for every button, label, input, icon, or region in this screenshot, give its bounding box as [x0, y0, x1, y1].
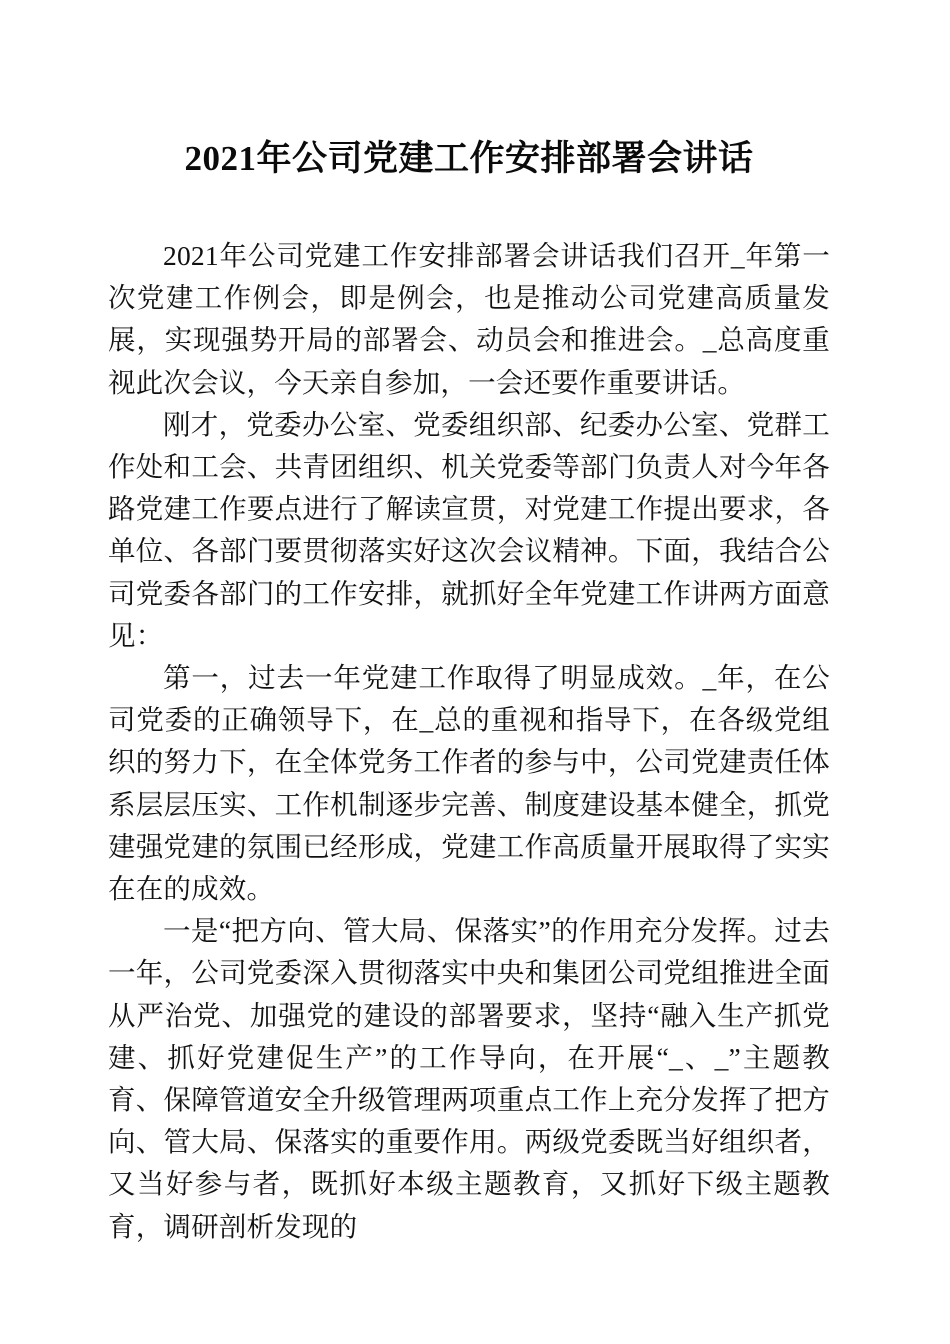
paragraph-4: 一是“把方向、管大局、保落实”的作用充分发挥。过去一年，公司党委深入贯彻落实中央和集团公司党组推进全面从严治党、加强党的建设的部署要求，坚持“融入生产抓党建、抓好党建促生产”的工作导向，在开展“_、_”主题教育、保障管道安全升级管理两项重点工作上充分发挥了把方向、管大局、保落实的重要作用。两级党委既当好组织者，又当好参与者，既抓好本级主题教育，又抓好下级主题教育，调研剖析发现的	[108, 915, 830, 1242]
paragraph-3: 第一，过去一年党建工作取得了明显成效。_年，在公司党委的正确领导下，在_总的重视和指导下，在各级党组织的努力下，在全体党务工作者的参与中，公司党建责任体系层层压实、工作机制逐步完善、制度建设基本健全，抓党建强党建的氛围已经形成，党建工作高质量开展取得了实实在在的成效。	[108, 662, 830, 905]
paragraph-1: 2021年公司党建工作安排部署会讲话我们召开_年第一次党建工作例会，即是例会，也是推动公司党建高质量发展，实现强势开局的部署会、动员会和推进会。_总高度重视此次会议，今天亲自参加，一会还要作重要讲话。	[108, 240, 830, 398]
page-title: 2021年公司党建工作安排部署会讲话	[184, 139, 754, 178]
document-body	[108, 0, 830, 1248]
paragraph-2: 刚才，党委办公室、党委组织部、纪委办公室、党群工作处和工会、共青团组织、机关党委等部门负责人对今年各路党建工作要点进行了解读宣贯，对党建工作提出要求，各单位、各部门要贯彻落实好这次会议精神。下面，我结合公司党委各部门的工作安排，就抓好全年党建工作讲两方面意见：	[108, 408, 830, 651]
